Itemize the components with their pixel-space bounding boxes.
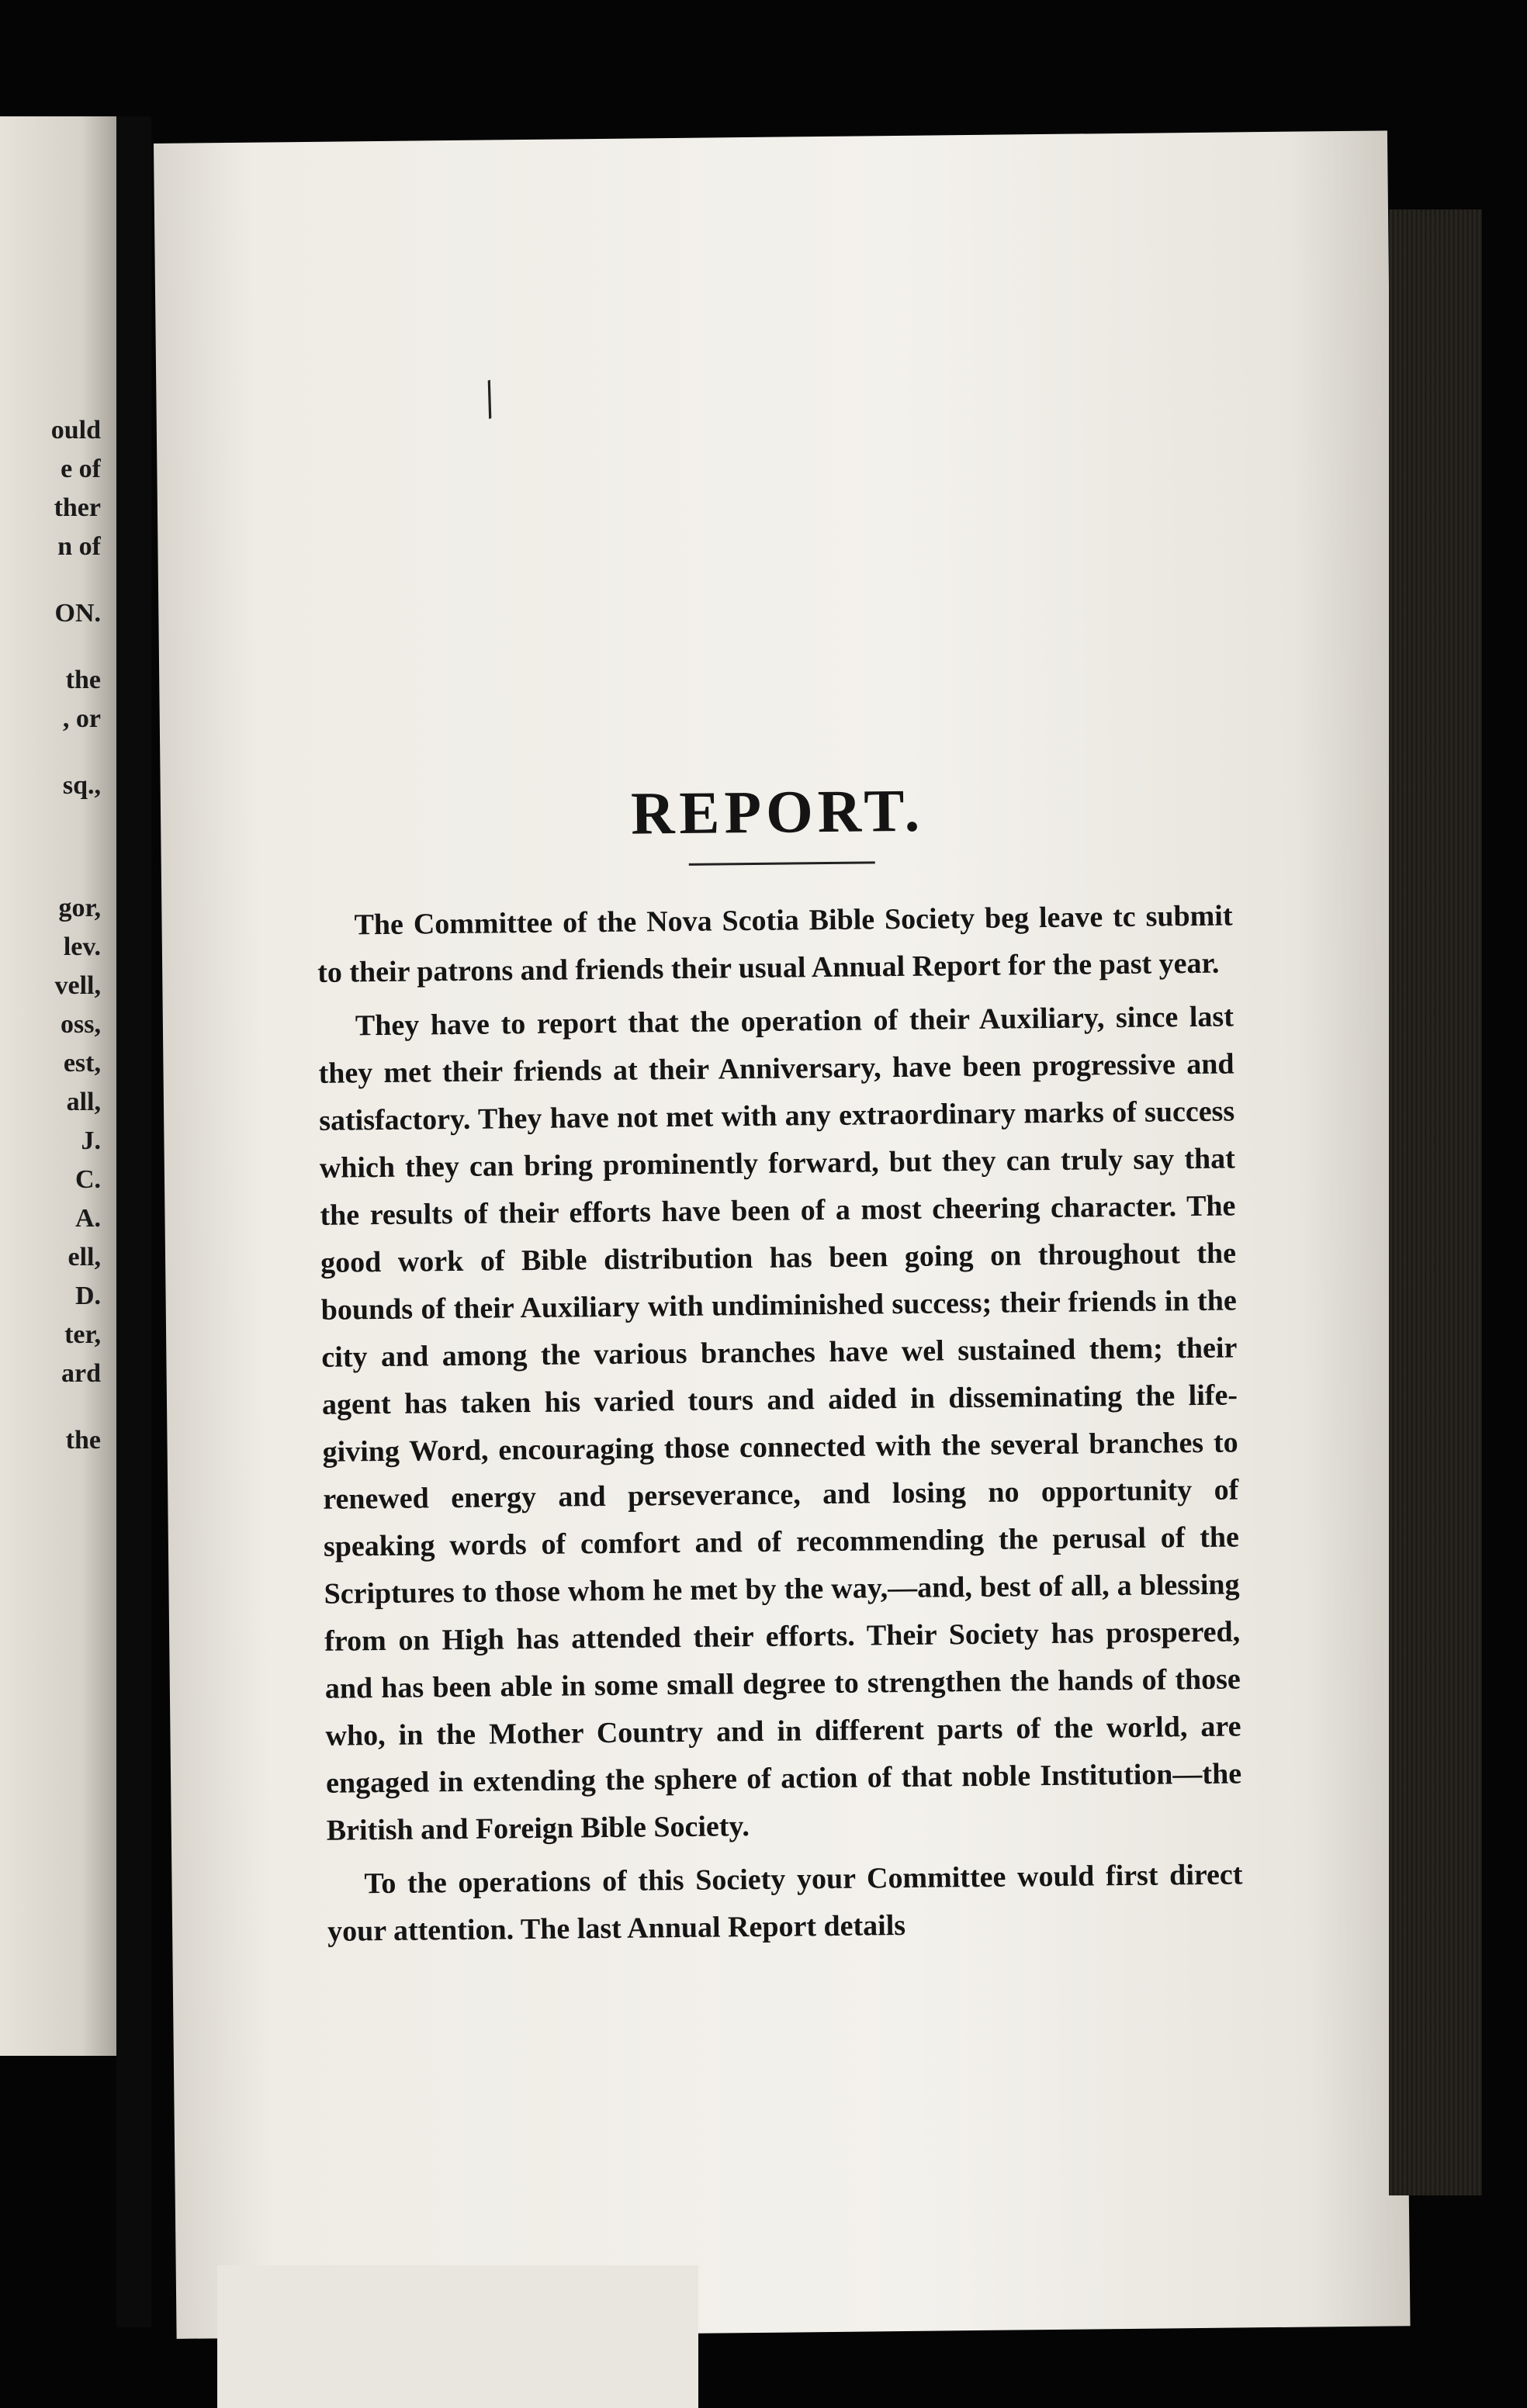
fragment-line: all, (66, 1088, 101, 1116)
fragment-line: C. (74, 1165, 101, 1194)
fragment-line: , or (62, 704, 101, 733)
fragment-line: n of (57, 532, 101, 561)
paragraph: The Committee of the Nova Scotia Bible Society beg leave tc submit to their patrons and friends their usual Annual Report for the past year. (317, 899, 1233, 989)
fragment-line: est, (63, 1049, 101, 1078)
document-page (154, 130, 1411, 2338)
page-mark: / (472, 368, 507, 431)
fragment-line: lev. (63, 932, 101, 961)
page-title: REPORT. (630, 776, 925, 847)
fragment-line: D. (74, 1282, 101, 1310)
fragment-line: ter, (64, 1320, 101, 1349)
paragraph: They have to report that the operation of their Auxiliary, since last they met their friends at their Anniversary, have been progressive and satisfactory. They have not met with any extraordinary marks of success which they can bring prominently forward, but they can truly say that the results of their efforts have been of a most cheering character. The good work of Bible distribution has been going on throughout the bounds of their Auxiliary with undiminished success; their friends in the city and among the various branches have wel sustained them; their agent has taken his varied tours and aided in disseminating the life-giving Word, encouraging those connected with the several branches to renewed energy and perseverance, and losing no opportunity of speaking words of comfort and of recommending the perusal of the Scriptures to those whom he met by the way,—and, best of all, a blessing from on High has attended their efforts. Their Society has prospered, and has been able in some small degree to strengthen the hands of those who, in the Mother Country and in different parts of the world, are engaged in extending the sphere of action of that noble Institution—the British and Foreign Bible Society. (318, 1000, 1242, 1847)
fragment-line: ell, (68, 1243, 101, 1271)
fragment-line: the (65, 666, 101, 694)
fragment-line (0, 833, 101, 861)
fragment-line: sq., (62, 771, 101, 800)
fragment-line: vell, (54, 971, 101, 1000)
fragment-line: ould (50, 416, 101, 445)
fragment-line: A. (74, 1204, 101, 1233)
book-gutter (116, 116, 151, 2327)
paragraph: To the operations of this Society your Committee would first direct your attention. The last Annual Report details (327, 1858, 1243, 1948)
bottom-paper-scrap (217, 2265, 698, 2408)
fragment-line: ard (61, 1359, 101, 1388)
fragment-line (0, 633, 101, 661)
fragment-line (0, 805, 101, 833)
previous-page-text-fragments (0, 411, 101, 1460)
report-body (317, 892, 1243, 1961)
title-rule (689, 861, 875, 866)
fragment-line (0, 739, 101, 766)
fragment-line: oss, (61, 1010, 101, 1039)
fragment-line: gor, (58, 894, 101, 922)
fragment-line: e of (61, 455, 101, 483)
book-page-edges (1389, 209, 1482, 2195)
fragment-line: ON. (54, 599, 101, 628)
fragment-line: J. (81, 1126, 101, 1155)
fragment-line: the (65, 1426, 101, 1455)
fragment-line (0, 1393, 101, 1421)
fragment-line (0, 566, 101, 594)
fragment-line: ther (54, 493, 101, 522)
fragment-line (0, 861, 101, 889)
